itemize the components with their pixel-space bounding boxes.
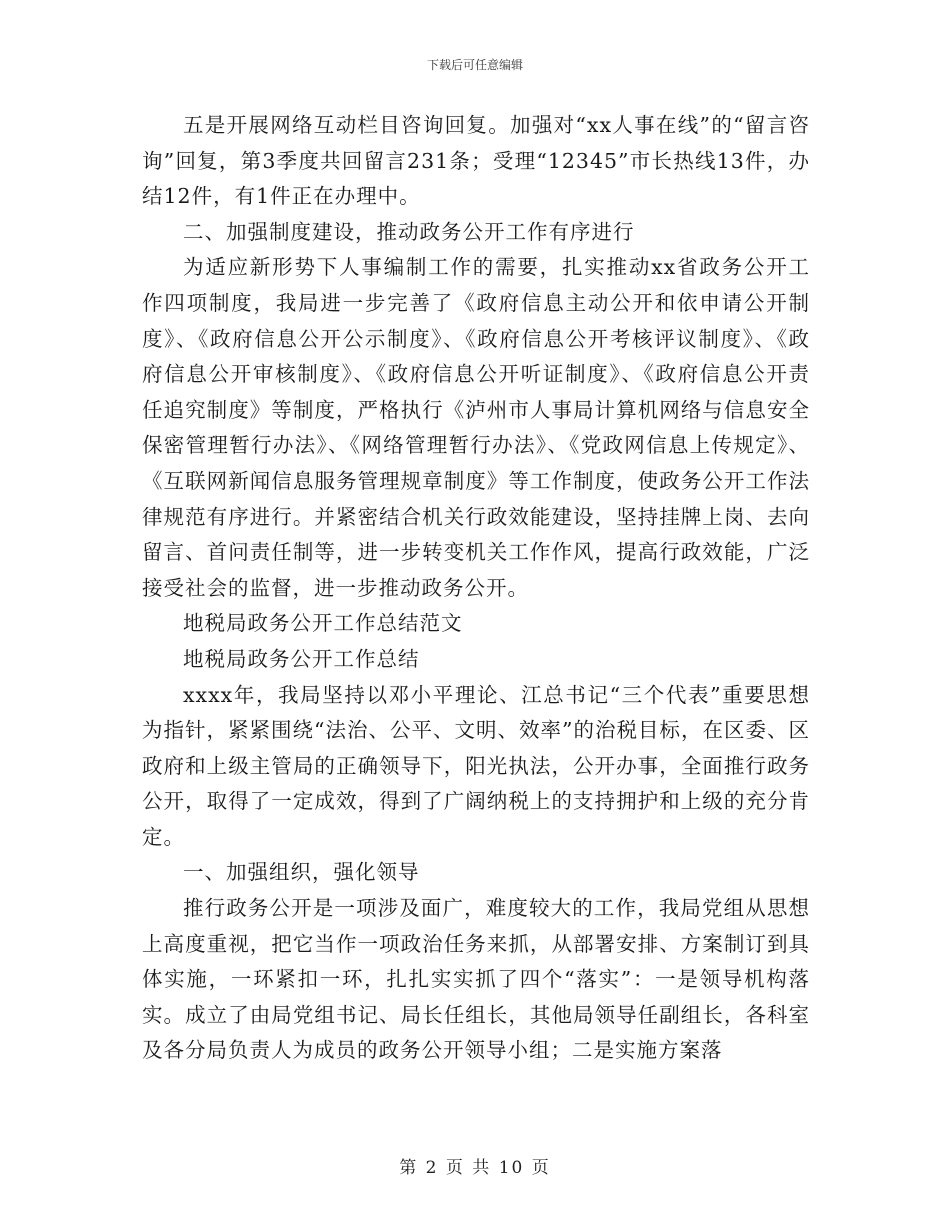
paragraph-system-building: 为适应新形势下人事编制工作的需要，扎实推动xx省政务公开工作四项制度，我局进一步完善了《政府信息主动公开和依申请公开制度》、《政府信息公开公示制度》、《政府信息公开考核评议制度》、《政府信息公开审核制度》、《政府信息公开听证制度》、《政府信息公开责任追究制度》等制度，严格执行《泸州市人事局计算机网络与信息安全保密管理暂行办法》、《网络管理暂行办法》、《党政网信息上传规定》、《互联网新闻信息服务管理规章制度》等工作制度，使政务公开工作法律规范有序进行。并紧密结合机关行政效能建设，坚持挂牌上岗、去向留言、首问责任制等，进一步转变机关工作作风，提高行政效能，广泛接受社会的监督，进一步推动政务公开。	[142, 255, 810, 600]
section-heading-system-building: 二、加强制度建设，推动政务公开工作有序进行	[183, 219, 635, 244]
document-body	[142, 108, 810, 1069]
paragraph-organization: 推行政务公开是一项涉及面广，难度较大的工作，我局党组从思想上高度重视，把它当作一项政治任务来抓，从部署安排、方案制订到具体实施，一环紧扣一环，扎扎实实抓了四个“落实”：一是领导机构落实。成立了由局党组书记、局长任组长，其他局领导任副组长，各科室及各分局负责人为成员的政务公开领导小组；二是实施方案落	[142, 896, 810, 1063]
paragraph-intro: xxxx年，我局坚持以邓小平理论、江总书记“三个代表”重要思想为指针，紧紧围绕“法治、公平、文明、效率”的治税目标，在区委、区政府和上级主管局的正确领导下，阳光执法，公开办事，全面推行政务公开，取得了一定成效，得到了广阔纳税上的支持拥护和上级的充分肯定。	[142, 682, 810, 849]
page-number: 第 2 页 共 10 页	[399, 1158, 551, 1178]
document-subtitle: 地税局政务公开工作总结	[183, 646, 420, 671]
section-heading-organization: 一、加强组织，强化领导	[183, 860, 420, 885]
paragraph-network-reply: 五是开展网络互动栏目咨询回复。加强对“xx人事在线”的“留言咨询”回复，第3季度共回留言231条；受理“12345”市长热线13件，办结12件，有1件正在办理中。	[142, 113, 810, 209]
document-title: 地税局政务公开工作总结范文	[183, 611, 463, 636]
header-note: 下载后可任意编辑	[426, 58, 523, 72]
